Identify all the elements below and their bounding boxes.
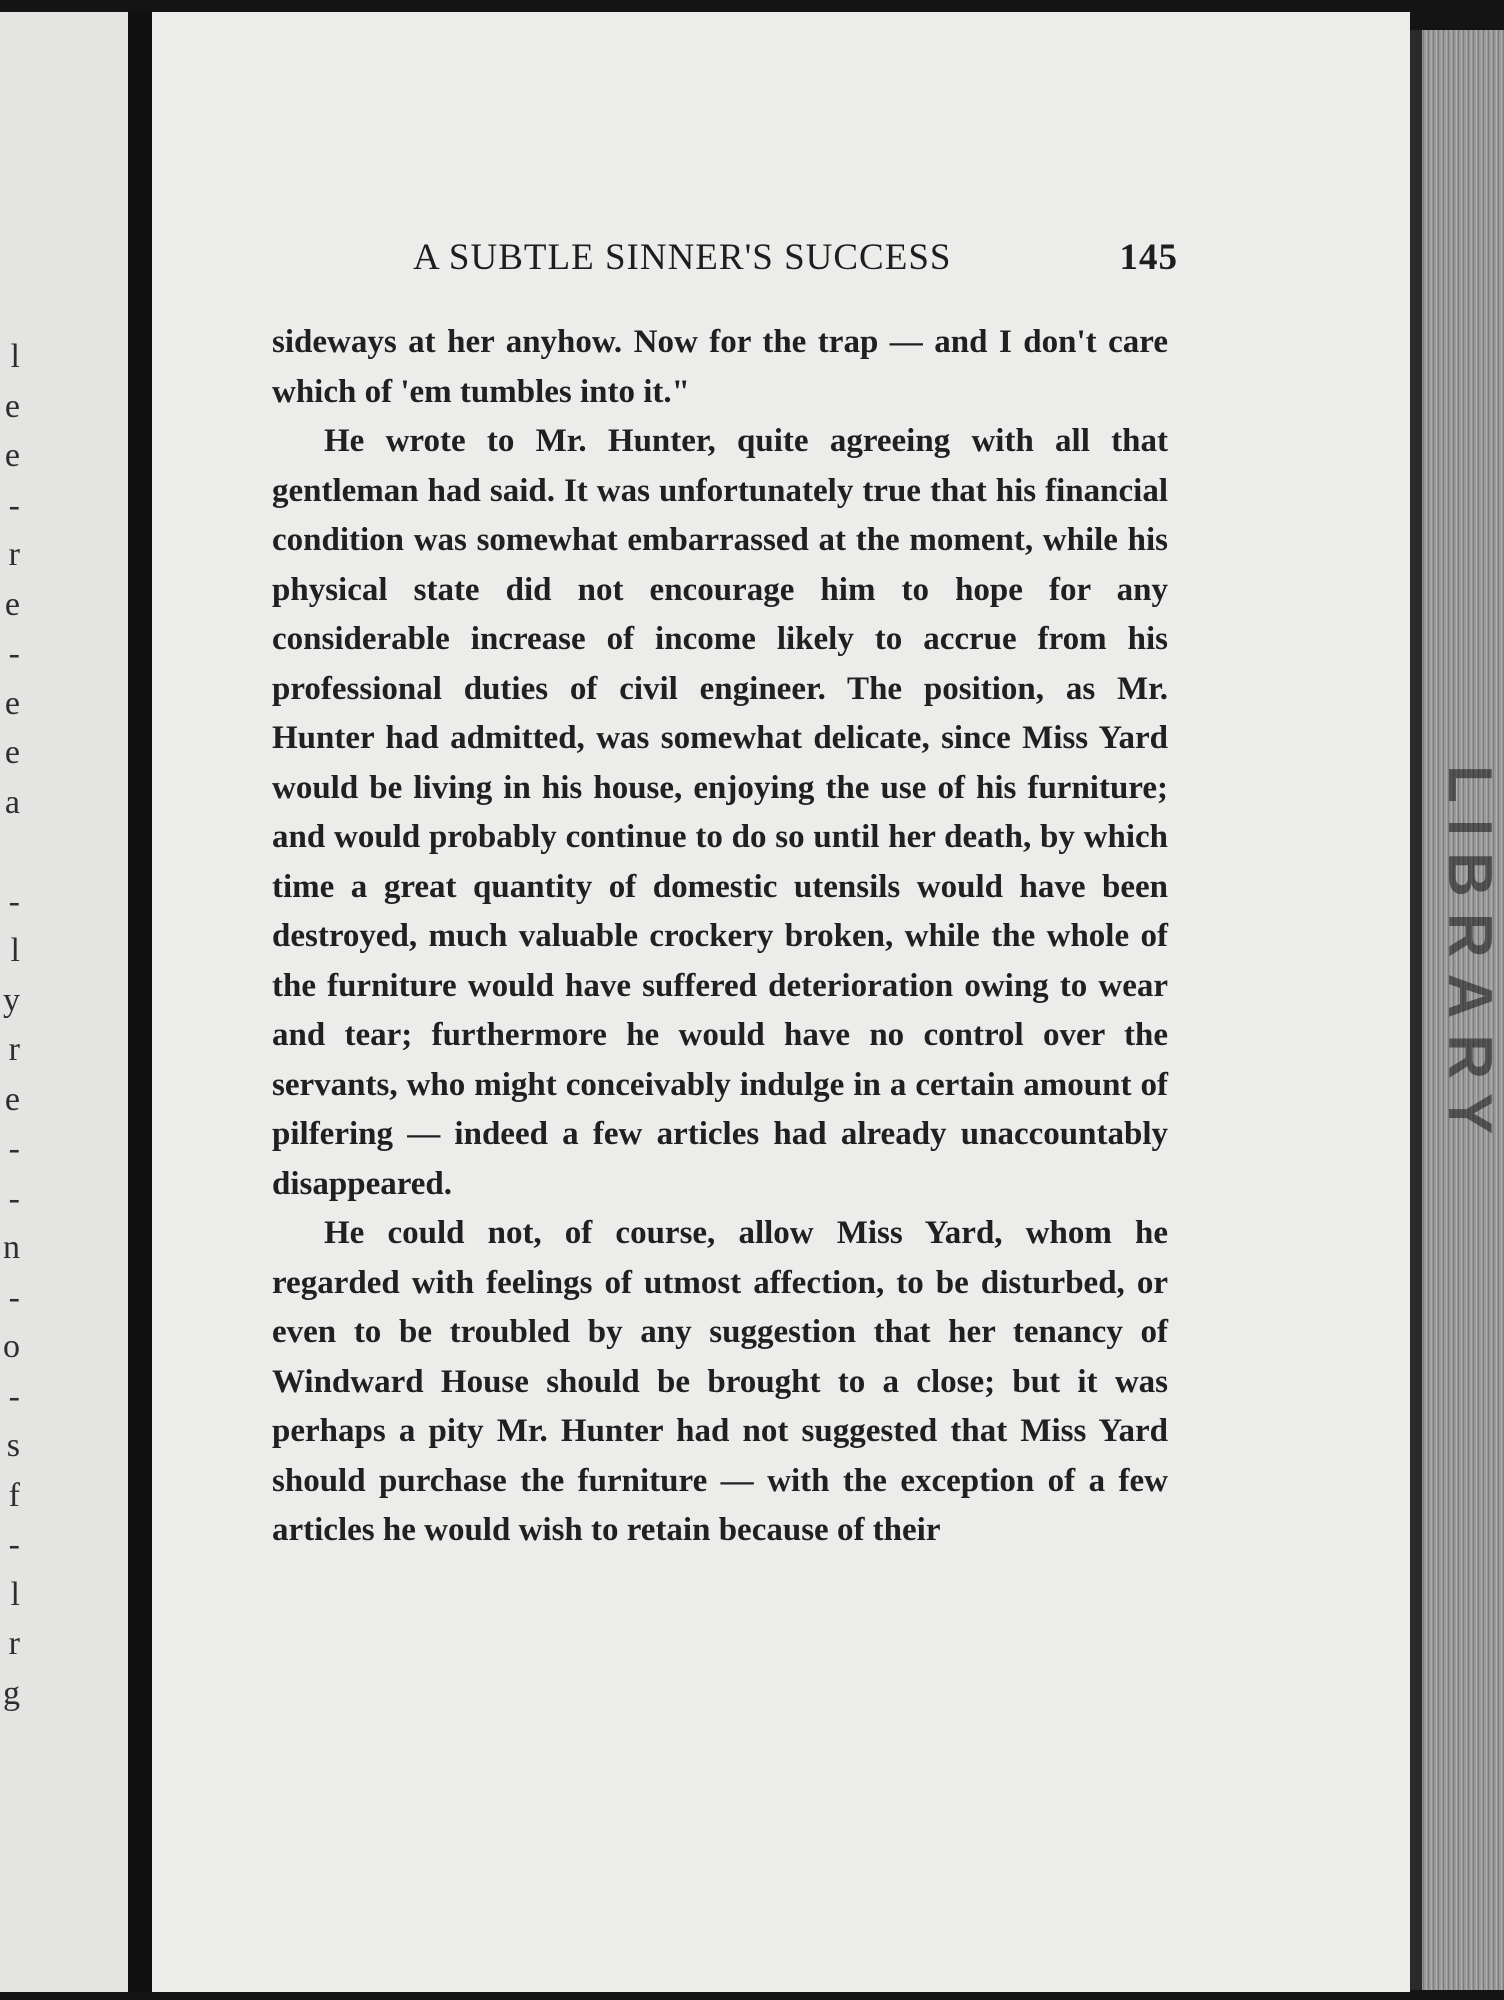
- running-head: A SUBTLE SINNER'S SUCCESS: [413, 237, 952, 278]
- edge-letter: r: [8, 1031, 20, 1068]
- edge-letter: s: [6, 1427, 20, 1464]
- edge-letter: e: [4, 387, 20, 425]
- edge-letter: e: [4, 437, 20, 474]
- edge-letter: e: [4, 684, 20, 722]
- edge-letter: a: [4, 783, 20, 821]
- edge-letter: o: [3, 1328, 20, 1365]
- paragraph: sideways at her anyhow. Now for the trap — and I don't care which of 'em tumbles into it.": [272, 324, 1168, 410]
- edge-letter: -: [8, 1377, 20, 1415]
- body-text: [272, 318, 1168, 1556]
- edge-letter: -: [8, 1130, 20, 1167]
- edge-letter: e: [4, 1080, 20, 1118]
- book-gutter: [128, 12, 152, 1992]
- paragraph: He wrote to Mr. Hunter, quite agreeing with all that gentleman had said. It was unfortunately true that his financial condition was somewhat embarrassed at the moment, while his physical state did not encourage him to hope for any considerable increase of income likely to accrue from his professional duties of civil engineer. The position, as Mr. Hunter had admitted, was somewhat delicate, since Miss Yard would be living in his house, enjoying the use of his furniture; and would probably continue to do so until her death, by which time a great quantity of domestic utensils would have been destroyed, much valuable crockery broken, while the whole of the furniture would have suffered deterioration owing to wear and tear; furthermore he would have no control over the servants, who might conceivably indulge in a certain amount of pilfering — indeed a few articles had already unaccountably disappeared.: [272, 423, 1168, 1202]
- edge-letter: -: [8, 486, 20, 524]
- page-header: [258, 228, 1178, 288]
- edge-letter: r: [8, 1625, 20, 1662]
- edge-letter: e: [4, 734, 20, 771]
- edge-letter: r: [8, 536, 20, 573]
- fore-edge-shadow: [1410, 30, 1422, 1990]
- edge-letter: -: [8, 635, 20, 672]
- edge-letter: l: [10, 932, 20, 969]
- edge-letter: -: [8, 1278, 20, 1316]
- page-number: 145: [1119, 237, 1178, 278]
- edge-letter: g: [3, 1674, 20, 1712]
- edge-letter: f: [8, 1476, 20, 1514]
- edge-letter: -: [8, 1526, 20, 1563]
- page-fore-edge: [1410, 30, 1504, 1990]
- library-stamp: LIBRARY: [1435, 765, 1504, 1151]
- edge-letter: -: [8, 882, 20, 920]
- edge-letter: y: [3, 981, 20, 1019]
- edge-letter: e: [4, 585, 20, 623]
- left-page: [0, 12, 128, 1992]
- edge-letter: l: [10, 338, 20, 375]
- edge-letter: n: [3, 1229, 20, 1266]
- edge-letter: -: [8, 1179, 20, 1217]
- edge-letter: [0, 827, 20, 877]
- paragraph: He could not, of course, allow Miss Yard, whom he regarded with feelings of utmost affection, to be disturbed, or even to be troubled by any suggestion that her tenancy of Windward House should be brought to a close; but it was perhaps a pity Mr. Hunter had not suggested that Miss Yard should purchase the furniture — with the exception of a few articles he would wish to retain because of their: [272, 1215, 1168, 1548]
- left-page-edge-letters: [0, 332, 20, 1718]
- edge-letter: l: [10, 1575, 20, 1613]
